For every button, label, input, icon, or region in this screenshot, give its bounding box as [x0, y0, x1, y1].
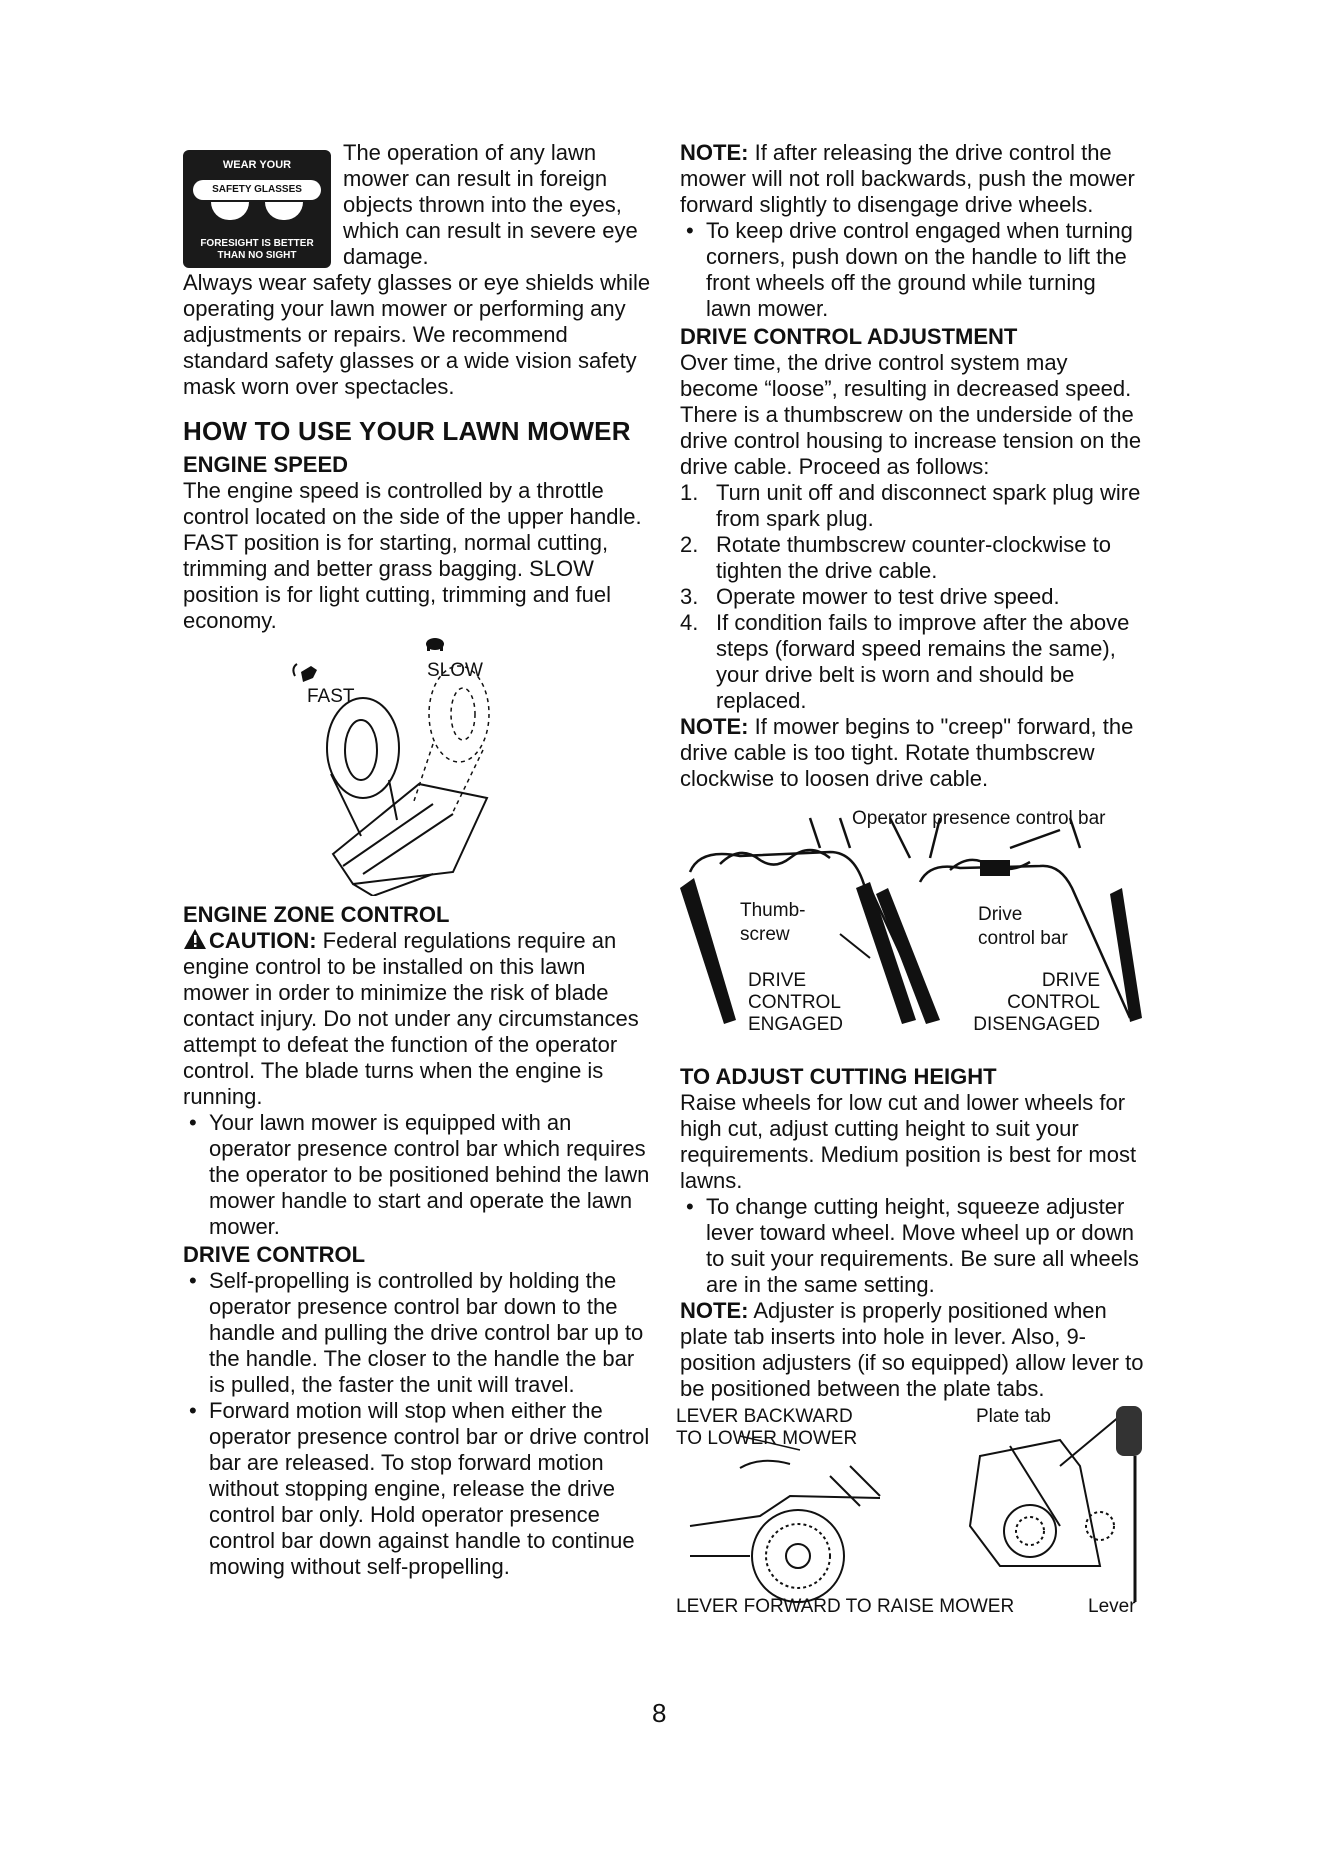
- drive-control-heading: DRIVE CONTROL: [183, 1242, 366, 1267]
- engine-speed-text: The engine speed is controlled by a throttle control located on the side of the upper handle. FAST position is for starting, normal cutting, trimming and better grass bagging. SLOW position is for light cutting, trimming and fuel economy.: [183, 478, 642, 633]
- adjustment-steps: [680, 480, 1146, 714]
- control-bar-label: control bar: [978, 928, 1068, 949]
- engine-zone-heading: ENGINE ZONE CONTROL: [183, 902, 450, 927]
- cutting-height-text: Raise wheels for low cut and lower wheels for high cut, adjust cutting height to suit your requirements. Medium position is best for most lawns.: [680, 1090, 1137, 1193]
- step-2-num: 2.: [680, 532, 699, 557]
- plate-tab-label: Plate tab: [976, 1406, 1051, 1427]
- caution-triangle-icon: [183, 928, 207, 950]
- badge-line4: THAN NO SIGHT: [217, 250, 297, 261]
- engaged-caption-1: DRIVE: [748, 970, 807, 991]
- caution-label: CAUTION:: [209, 928, 317, 953]
- step-1-num: 1.: [680, 480, 699, 505]
- slow-label: SLOW: [427, 660, 483, 681]
- engaged-caption: [748, 970, 843, 1036]
- engaged-caption-2: CONTROL: [748, 992, 841, 1013]
- drive-control-figure: [680, 808, 1146, 1058]
- turtle-icon: [426, 638, 444, 651]
- step-3: [680, 584, 1146, 610]
- note1-label: NOTE:: [680, 140, 749, 165]
- engine-speed-heading: ENGINE SPEED: [183, 452, 349, 477]
- throttle-figure: [183, 634, 653, 896]
- lever-forward-label: LEVER FORWARD TO RAISE MOWER: [676, 1596, 1015, 1617]
- step-2-text: Rotate thumbscrew counter-clockwise to tighten the drive cable.: [716, 532, 1111, 583]
- step-4-num: 4.: [680, 610, 699, 635]
- badge-line2: SAFETY GLASSES: [193, 180, 321, 200]
- step-3-text: Operate mower to test drive speed.: [716, 584, 1060, 609]
- height-adjuster-figure: [676, 1406, 1146, 1617]
- drive-bullet-1: • Self-propelling is controlled by holding the operator presence control bar down to the handle and pulling the drive control bar up to the handle. The closer to the handle the bar is pulled, the faster the unit will travel.: [183, 1268, 653, 1398]
- disengaged-caption-2: CONTROL: [1007, 992, 1100, 1013]
- fast-label: FAST: [307, 686, 355, 707]
- caution-text: Federal regulations require an engine control to be installed on this lawn mower in order to minimize the risk of blade contact injury. Do not under any circumstances attempt to defeat the function of the operator control. The blade turns when the engine is running.: [183, 928, 639, 1109]
- drive-bullet-2: • Forward motion will stop when either the operator presence control bar or drive control bar are released. To stop forward motion without stopping engine, release the drive control bar only. Hold operator presence control bar down against handle to continue mowing without self-propelling.: [183, 1398, 653, 1580]
- lens-left: [211, 202, 249, 220]
- adjustment-text: Over time, the drive control system may become “loose”, resulting in decreased speed. There is a thumbscrew on the underside of the drive control housing to increase tension on the drive cable. Proceed as follows:: [680, 350, 1142, 479]
- note3-paragraph: [680, 1298, 1146, 1402]
- main-heading: HOW TO USE YOUR LAWN MOWER: [183, 416, 631, 446]
- intro-wrap-text: The operation of any lawn mower can result in foreign objects thrown into the eyes, which can result in severe eye damage.: [343, 140, 638, 269]
- cutting-height-bullet: • To change cutting height, squeeze adjuster lever toward wheel. Move wheel up or down to suit your requirements. Be sure all wheels are in the same setting.: [680, 1194, 1146, 1298]
- caution-paragraph: [183, 928, 653, 1110]
- lever-backward-label-2: TO LOWER MOWER: [676, 1428, 858, 1449]
- step-3-num: 3.: [680, 584, 699, 609]
- disengaged-caption-1: DRIVE: [1041, 970, 1100, 991]
- cutting-height-heading: TO ADJUST CUTTING HEIGHT: [680, 1064, 997, 1089]
- note1-bullet: • To keep drive control engaged when turning corners, push down on the handle to lift the front wheels off the ground while turning lawn mower.: [680, 218, 1146, 322]
- lever-backward-label-1: LEVER BACKWARD: [676, 1406, 853, 1427]
- page-number: 8: [652, 1698, 667, 1728]
- badge-bottom: [187, 238, 327, 262]
- safety-glasses-badge-icon: [183, 150, 331, 268]
- note3-text: Adjuster is properly positioned when plate tab inserts into hole in lever. Also, 9-position adjusters (if so equipped) allow lever to be positioned between the plate tabs.: [680, 1298, 1144, 1401]
- safety-intro: [183, 140, 653, 400]
- disengaged-caption: [973, 970, 1100, 1036]
- badge-line1: WEAR YOUR: [222, 159, 292, 171]
- disengaged-caption-3: DISENGAGED: [973, 1014, 1100, 1035]
- step-2: [680, 532, 1146, 584]
- drive-label: Drive: [978, 904, 1023, 925]
- step-4-text: If condition fails to improve after the above steps (forward speed remains the same), your drive belt is worn and should be replaced.: [716, 610, 1130, 713]
- note3-label: NOTE:: [680, 1298, 749, 1323]
- note1-text: If after releasing the drive control the mower will not roll backwards, push the mower forward slightly to disengage drive wheels.: [680, 140, 1135, 217]
- zone-bullet: • Your lawn mower is equipped with an operator presence control bar which requires the operator to be positioned behind the lawn mower handle to start and operate the lawn mower.: [183, 1110, 653, 1240]
- right-column: [676, 140, 1146, 1617]
- thumbscrew-label-2: screw: [740, 924, 790, 945]
- left-column: [183, 140, 653, 1580]
- intro-rest-text: Always wear safety glasses or eye shields while operating your lawn mower or performing any adjustments or repairs. We recommend standard safety glasses or a wide vision safety mask worn over spectacles.: [183, 270, 651, 399]
- step-1: [680, 480, 1146, 532]
- lens-right: [265, 202, 303, 220]
- step-1-text: Turn unit off and disconnect spark plug wire from spark plug.: [716, 480, 1141, 531]
- throttle-illustration: [183, 634, 653, 896]
- note2-paragraph: [680, 714, 1146, 792]
- badge-line3: FORESIGHT IS BETTER: [200, 238, 314, 249]
- step-4: [680, 610, 1146, 714]
- adjustment-heading: DRIVE CONTROL ADJUSTMENT: [680, 324, 1018, 349]
- note1-paragraph: [680, 140, 1146, 218]
- note2-label: NOTE:: [680, 714, 749, 739]
- thumbscrew-label-1: Thumb-: [740, 900, 806, 921]
- note2-text: If mower begins to "creep" forward, the drive cable is too tight. Rotate thumbscrew clockwise to loosen drive cable.: [680, 714, 1134, 791]
- opc-bar-label: Operator presence control bar: [852, 808, 1106, 829]
- rabbit-icon: [293, 664, 317, 682]
- lever-label: Lever: [1088, 1596, 1136, 1617]
- engaged-caption-3: ENGAGED: [748, 1014, 844, 1035]
